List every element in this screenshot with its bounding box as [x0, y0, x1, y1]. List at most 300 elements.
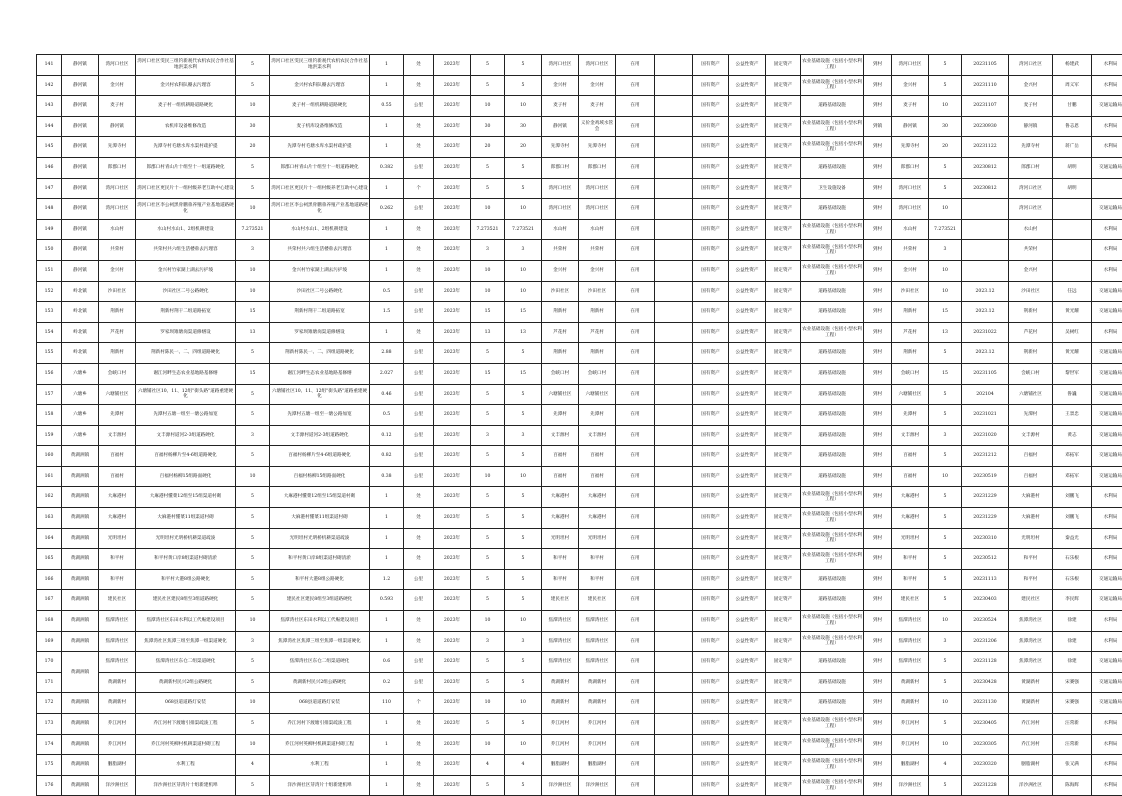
- cell-project-name: 荆新村陈民一、二、四组道路硬化: [136, 343, 236, 364]
- table-row: [37, 714, 1122, 735]
- cell-level: 到村: [864, 281, 892, 302]
- cell-asset-nature: 公益性资产: [729, 549, 766, 570]
- cell-town: 黄湖洲镇: [62, 775, 99, 796]
- cell-asset-class: 农业基础设施（包括小型水利工程）: [801, 116, 864, 137]
- cell-amount: 5: [929, 405, 962, 426]
- cell-asset-type: 固定资产: [766, 508, 801, 529]
- cell-seq: 169: [37, 631, 62, 652]
- cell-asset-category: 国有资产: [693, 693, 729, 714]
- cell-village: 共荣村: [99, 240, 136, 261]
- cell-town: 黄湖洲镇: [62, 693, 99, 714]
- cell-asset-name: 068县道道路灯安装: [270, 693, 370, 714]
- cell-blank: [655, 446, 693, 467]
- cell-asset-category: 国有资产: [693, 528, 729, 549]
- cell-amount: 5: [929, 487, 962, 508]
- cell-project-name: 建民社区建民8组至3组道路硬化: [136, 590, 236, 611]
- cell-location: 荆新村: [892, 343, 929, 364]
- asset-register-table: [36, 54, 1122, 796]
- cell-asset-nature: 公益性资产: [729, 611, 766, 632]
- cell-user: 会峡口村: [579, 363, 616, 384]
- cell-date: 20230812: [962, 178, 1009, 199]
- cell-project-name: 郎郡口村青山片十组至十一组道路硬化: [136, 157, 236, 178]
- cell-seq: 161: [37, 466, 62, 487]
- cell-asset-name: 荆新村陈民一、二、四组道路硬化: [270, 343, 370, 364]
- cell-year: 2023年: [434, 693, 471, 714]
- cell-contact: 周义军: [1053, 75, 1092, 96]
- cell-village: 金兴村: [99, 75, 136, 96]
- cell-village-2: 焦潭湾社区: [1009, 631, 1053, 652]
- cell-village: 金兴村: [99, 260, 136, 281]
- cell-asset-type: 固定资产: [766, 363, 801, 384]
- cell-blank: [655, 590, 693, 611]
- cell-asset-value: 5: [471, 672, 505, 693]
- cell-user: 大麻港村: [579, 487, 616, 508]
- cell-user: 和平村: [579, 549, 616, 570]
- cell-owner: 黄湖新村: [542, 693, 579, 714]
- cell-investment: 5: [236, 652, 270, 673]
- cell-contact: 鲁巍: [1053, 384, 1092, 405]
- cell-amount: 3: [929, 425, 962, 446]
- cell-unit: 处: [404, 75, 434, 96]
- cell-project-name: 水利工程: [136, 755, 236, 776]
- cell-year: 2023年: [434, 55, 471, 76]
- cell-amount: 10: [929, 260, 962, 281]
- cell-year: 2023年: [434, 590, 471, 611]
- cell-asset-type: 固定资产: [766, 775, 801, 796]
- cell-date: 20231122: [962, 137, 1009, 158]
- cell-asset-name: 大麻港村懂菜12组至15组渠道村砌: [270, 487, 370, 508]
- cell-quantity: 1: [370, 631, 404, 652]
- cell-department: 交通运输局: [1092, 363, 1122, 384]
- cell-contact: 汪常新: [1053, 734, 1092, 755]
- cell-project-name: 农机库设备维修改造: [136, 116, 236, 137]
- cell-amount: 10: [929, 611, 962, 632]
- cell-asset-value: 5: [471, 569, 505, 590]
- cell-level: 到村: [864, 466, 892, 487]
- cell-location: 金兴村: [892, 260, 929, 281]
- cell-department: 交通运输局: [1092, 199, 1122, 220]
- cell-contact: [1053, 260, 1092, 281]
- table-row: [37, 652, 1122, 673]
- cell-date: 20231212: [962, 446, 1009, 467]
- cell-blank: [655, 343, 693, 364]
- cell-seq: 141: [37, 55, 62, 76]
- cell-date: 20230930: [962, 116, 1009, 137]
- cell-blank: [655, 508, 693, 529]
- cell-asset-nature: 公益性资产: [729, 672, 766, 693]
- cell-owner: 六塘铺社区: [542, 384, 579, 405]
- table-row: [37, 116, 1122, 137]
- cell-contact: 胡明: [1053, 178, 1092, 199]
- cell-contact: 黄光耀: [1053, 302, 1092, 323]
- cell-asset-value: 5: [471, 75, 505, 96]
- cell-seq: 168: [37, 611, 62, 632]
- cell-date: 2023.12: [962, 281, 1009, 302]
- cell-quantity: 1: [370, 714, 404, 735]
- cell-asset-class: 农业基础设施（包括小型水利工程）: [801, 611, 864, 632]
- cell-user: 建民社区: [579, 590, 616, 611]
- cell-status: 在用: [616, 714, 655, 735]
- cell-investment: 5: [236, 157, 270, 178]
- cell-project-name: 洋沙洲社区芽湾片十组新建机埠: [136, 775, 236, 796]
- table-row: [37, 199, 1122, 220]
- cell-owner: 大麻港村: [542, 508, 579, 529]
- cell-project-name: 乔江河村英柳村机耕渠道村砌工程: [136, 734, 236, 755]
- table-row: [37, 55, 1122, 76]
- cell-quantity: 1.5: [370, 302, 404, 323]
- cell-funds: 5: [505, 55, 542, 76]
- table-row: [37, 569, 1122, 590]
- cell-department: 交通运输局: [1092, 302, 1122, 323]
- cell-user: 焦潭湾社区: [579, 631, 616, 652]
- cell-village: 六塘铺社区: [99, 384, 136, 405]
- cell-owner: 金兴村: [542, 260, 579, 281]
- cell-status: 在用: [616, 240, 655, 261]
- cell-amount: 10: [929, 96, 962, 117]
- cell-asset-class: 农业基础设施（包括小型水利工程）: [801, 55, 864, 76]
- cell-asset-name: 和平村黄口岸8组渠道村砌清淤: [270, 549, 370, 570]
- cell-location: 大麻港村: [892, 487, 929, 508]
- table-row: [37, 631, 1122, 652]
- cell-contact: 蒋广岳: [1053, 137, 1092, 158]
- cell-status: 在用: [616, 734, 655, 755]
- cell-unit: 公里: [404, 446, 434, 467]
- cell-funds: 5: [505, 157, 542, 178]
- cell-town: 黄湖洲镇: [62, 755, 99, 776]
- cell-quantity: 1: [370, 775, 404, 796]
- cell-village: 建民社区: [99, 590, 136, 611]
- cell-status: 在用: [616, 446, 655, 467]
- cell-level: 到村: [864, 487, 892, 508]
- cell-owner: 乔江河村: [542, 734, 579, 755]
- cell-unit: 个: [404, 693, 434, 714]
- cell-department: 水利局: [1092, 322, 1122, 343]
- cell-village-2: 和平村: [1009, 569, 1053, 590]
- cell-owner: 焦潭湾社区: [542, 652, 579, 673]
- cell-asset-class: 农业基础设施（包括小型水利工程）: [801, 549, 864, 570]
- cell-asset-type: 固定资产: [766, 260, 801, 281]
- cell-asset-category: 国有资产: [693, 240, 729, 261]
- cell-contact: 邓拓军: [1053, 466, 1092, 487]
- cell-owner: 荆新村: [542, 302, 579, 323]
- cell-asset-value: 5: [471, 405, 505, 426]
- cell-contact: 杨建武: [1053, 55, 1092, 76]
- cell-year: 2023年: [434, 734, 471, 755]
- cell-asset-value: 5: [471, 157, 505, 178]
- cell-asset-value: 5: [471, 590, 505, 611]
- cell-funds: 5: [505, 714, 542, 735]
- cell-seq: 148: [37, 199, 62, 220]
- cell-village-2: 会峡口村: [1009, 363, 1053, 384]
- cell-asset-name: 乔江河村下渡塘引排渠疏浚工程: [270, 714, 370, 735]
- cell-asset-category: 国有资产: [693, 446, 729, 467]
- cell-amount: 30: [929, 116, 962, 137]
- cell-amount: 7.273521: [929, 219, 962, 240]
- cell-user: 乔江河村: [579, 714, 616, 735]
- cell-date: 20231130: [962, 693, 1009, 714]
- cell-contact: 刘鹏飞: [1053, 508, 1092, 529]
- cell-funds: 3: [505, 631, 542, 652]
- cell-year: 2023年: [434, 487, 471, 508]
- cell-date: 20231128: [962, 652, 1009, 673]
- cell-amount: 5: [929, 157, 962, 178]
- cell-village: 乔江河村: [99, 714, 136, 735]
- cell-asset-type: 固定资产: [766, 75, 801, 96]
- cell-asset-type: 固定资产: [766, 693, 801, 714]
- cell-asset-category: 国有资产: [693, 590, 729, 611]
- cell-asset-name: 郎郡口村青山片十组至十一组道路硬化: [270, 157, 370, 178]
- cell-asset-value: 10: [471, 96, 505, 117]
- cell-asset-type: 固定资产: [766, 116, 801, 137]
- cell-location: 会峡口村: [892, 363, 929, 384]
- cell-date: 20230428: [962, 672, 1009, 693]
- cell-contact: 徐建: [1053, 631, 1092, 652]
- cell-owner: 湾河口社区: [542, 178, 579, 199]
- cell-funds: 5: [505, 384, 542, 405]
- cell-blank: [655, 281, 693, 302]
- cell-asset-type: 固定资产: [766, 487, 801, 508]
- cell-asset-nature: 公益性资产: [729, 75, 766, 96]
- cell-asset-value: 10: [471, 199, 505, 220]
- cell-investment: 10: [236, 260, 270, 281]
- cell-user: 金兴村: [579, 75, 616, 96]
- cell-town: 黄湖洲镇: [62, 631, 99, 652]
- cell-town: 黄湖洲镇: [62, 446, 99, 467]
- cell-year: 2023年: [434, 384, 471, 405]
- cell-town: 黄湖洲镇: [62, 569, 99, 590]
- cell-asset-type: 固定资产: [766, 611, 801, 632]
- cell-blank: [655, 116, 693, 137]
- cell-asset-class: 道路基础设施: [801, 302, 864, 323]
- cell-investment: 10: [236, 199, 270, 220]
- cell-unit: 公里: [404, 343, 434, 364]
- cell-date: 20231229: [962, 487, 1009, 508]
- cell-asset-nature: 公益性资产: [729, 714, 766, 735]
- cell-unit: 处: [404, 260, 434, 281]
- table-row: [37, 446, 1122, 467]
- cell-date: 20231107: [962, 96, 1009, 117]
- cell-location: 光明坦村: [892, 528, 929, 549]
- cell-asset-category: 国有资产: [693, 219, 729, 240]
- cell-amount: 13: [929, 322, 962, 343]
- cell-project-name: 焦潭湾社区东田水利以工代赈建设项目: [136, 611, 236, 632]
- cell-owner: 先潭寺村: [542, 137, 579, 158]
- cell-location: 六塘铺社区: [892, 384, 929, 405]
- cell-blank: [655, 549, 693, 570]
- cell-amount: 5: [929, 652, 962, 673]
- cell-asset-value: 15: [471, 363, 505, 384]
- cell-year: 2023年: [434, 672, 471, 693]
- cell-asset-type: 固定资产: [766, 96, 801, 117]
- cell-contact: [1053, 219, 1092, 240]
- cell-user: 六塘铺社区: [579, 384, 616, 405]
- cell-asset-class: 农业基础设施（包括小型水利工程）: [801, 775, 864, 796]
- cell-year: 2023年: [434, 755, 471, 776]
- cell-village: 会峡口村: [99, 363, 136, 384]
- cell-village: 芦花村: [99, 322, 136, 343]
- cell-status: 在用: [616, 363, 655, 384]
- cell-asset-type: 固定资产: [766, 178, 801, 199]
- table-row: [37, 405, 1122, 426]
- cell-asset-class: 农业基础设施（包括小型水利工程）: [801, 528, 864, 549]
- cell-amount: 3: [929, 631, 962, 652]
- cell-asset-value: 5: [471, 446, 505, 467]
- cell-funds: 13: [505, 322, 542, 343]
- cell-status: 在用: [616, 569, 655, 590]
- cell-village-2: 建民社区: [1009, 590, 1053, 611]
- cell-location: 焦潭湾社区: [892, 652, 929, 673]
- cell-funds: 10: [505, 260, 542, 281]
- cell-status: 在用: [616, 611, 655, 632]
- cell-town: 静河镇: [62, 178, 99, 199]
- cell-asset-name: 金兴村竹家湖上湖去污护坡: [270, 260, 370, 281]
- cell-village-2: 乔江河村: [1009, 714, 1053, 735]
- cell-department: 交通运输局: [1092, 425, 1122, 446]
- cell-status: 在用: [616, 631, 655, 652]
- cell-date: 20230320: [962, 755, 1009, 776]
- cell-village: 先潭村: [99, 405, 136, 426]
- cell-date: 20230310: [962, 528, 1009, 549]
- cell-asset-name: 光明坦村光明桥机耕渠道疏浚: [270, 528, 370, 549]
- cell-investment: 5: [236, 75, 270, 96]
- cell-status: 在用: [616, 75, 655, 96]
- cell-owner: 焦潭湾社区: [542, 611, 579, 632]
- cell-year: 2023年: [434, 343, 471, 364]
- cell-project-name: 六塘铺社区10、11、12组"街头路"道路重建硬化: [136, 384, 236, 405]
- cell-asset-class: 农业基础设施（包括小型水利工程）: [801, 137, 864, 158]
- cell-user: 乔江河村: [579, 734, 616, 755]
- cell-asset-type: 固定资产: [766, 137, 801, 158]
- cell-quantity: 1: [370, 116, 404, 137]
- cell-village-2: 大麻港村: [1009, 487, 1053, 508]
- cell-unit: 处: [404, 219, 434, 240]
- cell-investment: 5: [236, 178, 270, 199]
- cell-department: [1092, 178, 1122, 199]
- cell-asset-name: 乔江河村英柳村机耕渠道村砌工程: [270, 734, 370, 755]
- cell-unit: 处: [404, 775, 434, 796]
- cell-investment: 4: [236, 755, 270, 776]
- cell-funds: 4: [505, 755, 542, 776]
- cell-asset-nature: 公益性资产: [729, 734, 766, 755]
- cell-seq: 155: [37, 343, 62, 364]
- cell-seq: 173: [37, 714, 62, 735]
- cell-user: 百福村: [579, 466, 616, 487]
- cell-town: 岭北镇: [62, 281, 99, 302]
- cell-location: 建民社区: [892, 590, 929, 611]
- cell-asset-category: 国有资产: [693, 343, 729, 364]
- cell-date: 20230812: [962, 157, 1009, 178]
- cell-town: 静河镇: [62, 199, 99, 220]
- cell-asset-class: 农业基础设施（包括小型水利工程）: [801, 755, 864, 776]
- cell-user: 黄湖新村: [579, 672, 616, 693]
- cell-project-name: 水山村水山1、2组机耕建设: [136, 219, 236, 240]
- cell-funds: 15: [505, 302, 542, 323]
- cell-owner: 金兴村: [542, 75, 579, 96]
- cell-asset-category: 国有资产: [693, 322, 729, 343]
- cell-year: 2023年: [434, 240, 471, 261]
- cell-year: 2023年: [434, 425, 471, 446]
- cell-asset-category: 国有资产: [693, 116, 729, 137]
- cell-funds: 5: [505, 528, 542, 549]
- cell-quantity: 1: [370, 219, 404, 240]
- cell-funds: 5: [505, 508, 542, 529]
- cell-unit: 处: [404, 714, 434, 735]
- cell-village-2: 麦子村: [1009, 96, 1053, 117]
- cell-investment: 5: [236, 55, 270, 76]
- cell-project-name: 先潭寺村毛塘水库水渠村疏护提: [136, 137, 236, 158]
- cell-quantity: 1: [370, 755, 404, 776]
- cell-user: 先潭村: [579, 405, 616, 426]
- cell-asset-class: 道路基础设施: [801, 693, 864, 714]
- cell-seq: 153: [37, 302, 62, 323]
- cell-village: 大麻港村: [99, 508, 136, 529]
- cell-user: 胭脂湖村: [579, 755, 616, 776]
- cell-asset-name: 建民社区建民8组至3组道路硬化: [270, 590, 370, 611]
- cell-owner: 会峡口村: [542, 363, 579, 384]
- cell-quantity: 1: [370, 178, 404, 199]
- cell-level: 到村: [864, 384, 892, 405]
- cell-asset-nature: 公益性资产: [729, 199, 766, 220]
- cell-blank: [655, 302, 693, 323]
- cell-funds: 5: [505, 652, 542, 673]
- cell-investment: 5: [236, 549, 270, 570]
- cell-town: 静河镇: [62, 137, 99, 158]
- cell-project-name: 大麻港村懂菜12组至15组渠道村砌: [136, 487, 236, 508]
- cell-year: 2023年: [434, 549, 471, 570]
- cell-contact: 陈海辉: [1053, 775, 1092, 796]
- cell-location: 金兴村: [892, 75, 929, 96]
- cell-asset-class: 道路基础设施: [801, 363, 864, 384]
- cell-user: 水山村: [579, 219, 616, 240]
- cell-asset-name: 湾河口社区雯民三组钓新观代农机农民合作社基地洪渠水利: [270, 55, 370, 76]
- cell-level: 到村: [864, 260, 892, 281]
- cell-asset-type: 固定资产: [766, 322, 801, 343]
- cell-quantity: 0.593: [370, 590, 404, 611]
- cell-funds: 10: [505, 281, 542, 302]
- cell-blank: [655, 569, 693, 590]
- cell-contact: 任远: [1053, 281, 1092, 302]
- cell-village-2: 百福村: [1009, 446, 1053, 467]
- cell-unit: 公里: [404, 569, 434, 590]
- cell-status: 在用: [616, 590, 655, 611]
- table-row: [37, 260, 1122, 281]
- cell-asset-name: 文丰源村道河2-3组道路硬化: [270, 425, 370, 446]
- cell-unit: 处: [404, 116, 434, 137]
- cell-owner: 荆新村: [542, 343, 579, 364]
- cell-amount: 10: [929, 693, 962, 714]
- cell-asset-class: 道路基础设施: [801, 569, 864, 590]
- cell-village-2: 金兴村: [1009, 260, 1053, 281]
- cell-amount: 5: [929, 672, 962, 693]
- cell-status: 在用: [616, 219, 655, 240]
- cell-owner: 芦花村: [542, 322, 579, 343]
- cell-quantity: 0.6: [370, 652, 404, 673]
- cell-asset-category: 国有资产: [693, 178, 729, 199]
- cell-quantity: 1.2: [370, 569, 404, 590]
- cell-quantity: 1: [370, 734, 404, 755]
- table-row: [37, 157, 1122, 178]
- cell-funds: 5: [505, 775, 542, 796]
- cell-date: [962, 219, 1009, 240]
- cell-village: 荆新村: [99, 302, 136, 323]
- cell-asset-value: 5: [471, 775, 505, 796]
- cell-owner: 郎郡口村: [542, 157, 579, 178]
- cell-level: 到村: [864, 775, 892, 796]
- cell-quantity: 0.82: [370, 446, 404, 467]
- cell-asset-name: 共荣村共六组生活楼垂去污理容: [270, 240, 370, 261]
- cell-asset-class: 农业基础设施（包括小型水利工程）: [801, 260, 864, 281]
- cell-department: 水利局: [1092, 508, 1122, 529]
